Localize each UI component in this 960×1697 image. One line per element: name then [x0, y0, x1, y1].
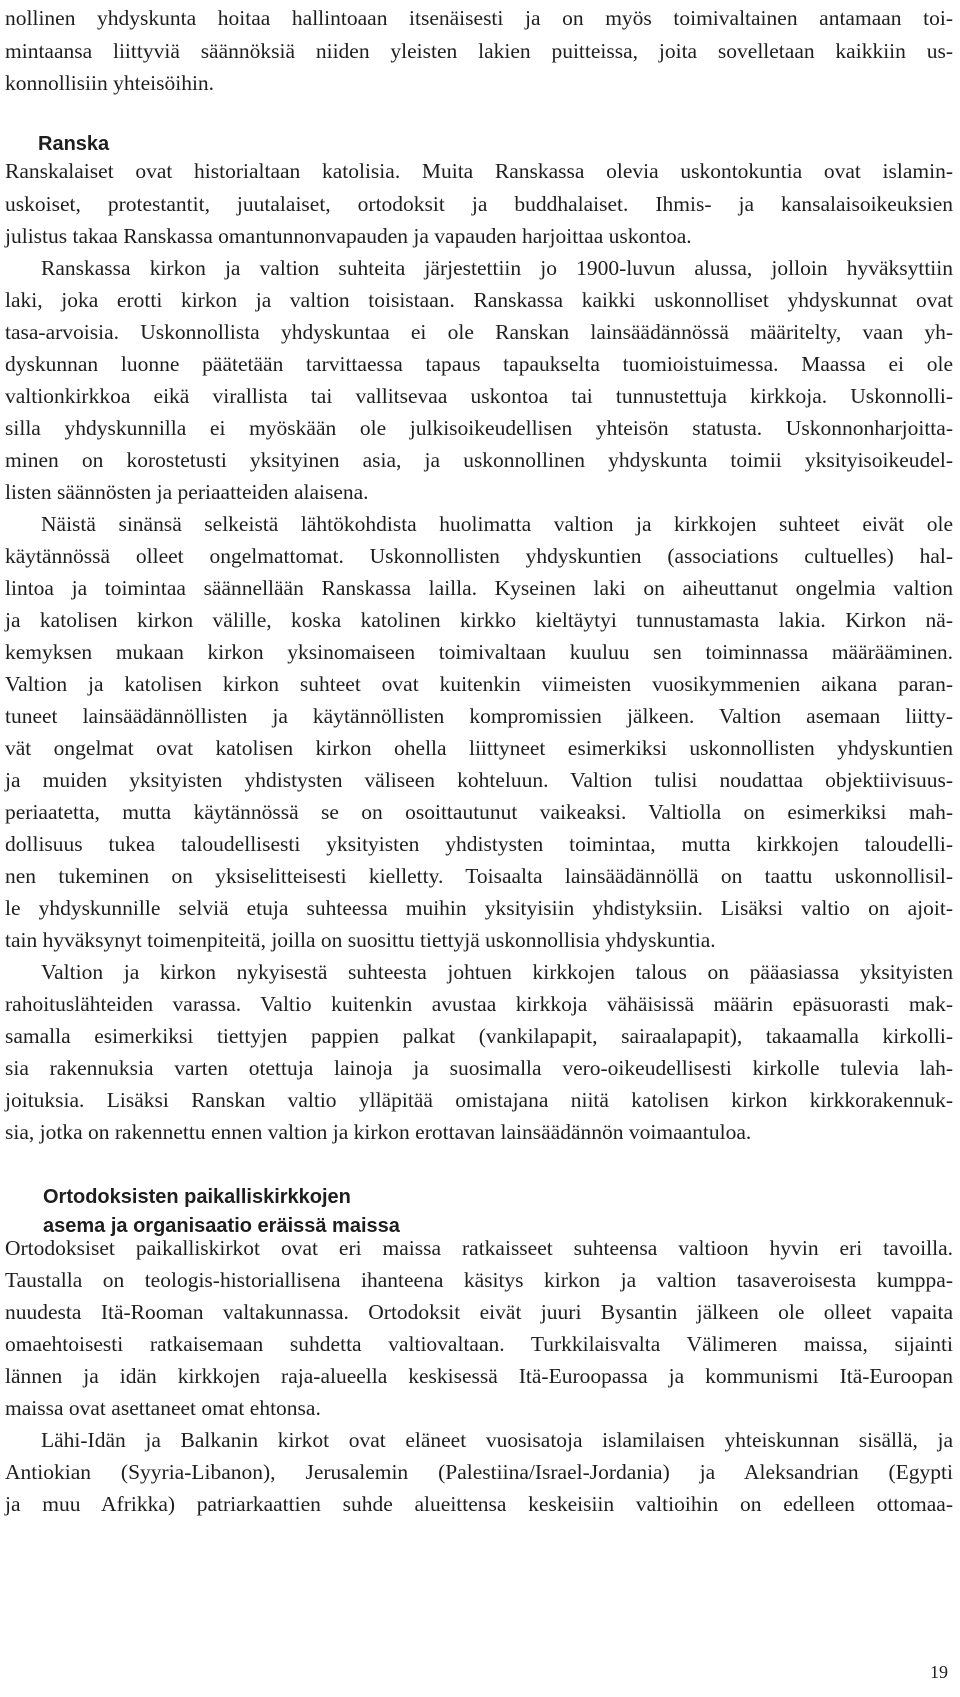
section-heading-orthodox-line1: Ortodoksisten paikalliskirkkojen [43, 1186, 351, 1208]
text-line: ja katolisen kirkon välille, koska katolinen kirkko kieltäytyi tunnustamasta lakia. Kirkon nä- [5, 608, 953, 632]
text-line: omaehtoisesti ratkaisemaan suhdetta valtiovaltaan. Turkkilaisvalta Välimeren maissa, sijainti [5, 1332, 953, 1356]
text-line: laki, joka erotti kirkon ja valtion toisistaan. Ranskassa kaikki uskonnolliset yhdyskunnat ovat [5, 288, 953, 312]
text-line: uskoiset, protestantit, juutalaiset, ortodoksit ja buddhalaiset. Ihmis- ja kansalaisoikeuksien [5, 192, 953, 216]
text-line: rahoituslähteiden varassa. Valtio kuitenkin avustaa kirkkoja vähäisissä määrin epäsuorasti mak- [5, 992, 953, 1016]
text-line: lintoa ja toimintaa säännellään Ranskassa lailla. Kyseinen laki on aiheuttanut ongelmia valtion [5, 576, 953, 600]
text-line: ja muu Afrikka) patriarkaattien suhde alueittensa keskeisiin valtioihin on edelleen ottomaa- [5, 1492, 953, 1516]
text-line: konnollisiin yhteisöihin. [5, 71, 215, 95]
section-heading-ranska: Ranska [38, 133, 110, 155]
text-line: Valtion ja kirkon nykyisestä suhteesta johtuen kirkkojen talous on pääasiassa yksityisten [41, 960, 953, 984]
text-line: nuudesta Itä-Rooman valtakunnassa. Ortodoksit eivät juuri Bysantin jälkeen ole olleet vapaita [5, 1300, 953, 1324]
text-line: sia rakennuksia varten otettuja lainoja ja suosimalla vero-oikeudellisesti kirkolle tulevia lah- [5, 1056, 953, 1080]
text-line: julistus takaa Ranskassa omantunnonvapauden ja vapauden harjoittaa uskontoa. [5, 224, 692, 248]
text-line: Ranskassa kirkon ja valtion suhteita järjestettiin jo 1900-luvun alussa, jolloin hyväksyttiin [41, 256, 953, 280]
text-line: minen on korostetusti yksityinen asia, ja uskonnollinen yhdyskunta toimii yksityisoikeudel- [5, 448, 953, 472]
text-line: nen tukeminen on yksiselitteisesti kielletty. Toisaalta lainsäädännöllä on taattu uskonnollisil- [5, 864, 953, 888]
page-number: 19 [930, 1662, 948, 1682]
text-line: nollinen yhdyskunta hoitaa hallintoaan itsenäisesti ja on myös toimivaltainen antamaan toi- [5, 6, 953, 30]
text-line: Antiokian (Syyria-Libanon), Jerusalemin (Palestiina/Israel-Jordania) ja Aleksandrian (Egypti [5, 1460, 953, 1484]
text-line: tasa-arvoisia. Uskonnollista yhdyskuntaa ei ole Ranskan lainsäädännössä määritelty, vaan yh- [5, 320, 953, 344]
text-line: sia, jotka on rakennettu ennen valtion ja kirkon erottavan lainsäädännön voimaantuloa. [5, 1120, 752, 1144]
text-line: vät ongelmat ovat katolisen kirkon ohella liittyneet esimerkiksi uskonnollisten yhdyskuntien [5, 736, 953, 760]
text-line: tain hyväksynyt toimenpiteitä, joilla on suosittu tiettyjä uskonnollisia yhdyskuntia. [5, 928, 716, 952]
text-line: Näistä sinänsä selkeistä lähtökohdista huolimatta valtion ja kirkkojen suhteet eivät ole [41, 512, 953, 536]
text-line: silla yhdyskunnilla ei myöskään ole julkisoikeudellisen yhteisön statusta. Uskonnonharjoitta- [5, 416, 953, 440]
text-line: lännen ja idän kirkkojen raja-alueella keskisessä Itä-Euroopassa ja kommunismi Itä-Euroopan [5, 1364, 953, 1388]
text-line: kemyksen mukaan kirkon yksinomaiseen toimivaltaan kuuluu sen toiminnassa määrääminen. [5, 640, 953, 664]
text-line: periaatetta, mutta käytännössä se on osoittautunut vaikeaksi. Valtiolla on esimerkiksi mah- [5, 800, 953, 824]
text-line: samalla esimerkiksi tiettyjen pappien palkat (vankilapapit, sairaalapapit), takaamalla kirkolli- [5, 1024, 953, 1048]
text-line: dollisuus tukea taloudellisesti yksityisten yhdistysten toimintaa, mutta kirkkojen taloudelli- [5, 832, 953, 856]
text-line: le yhdyskunnille selviä etuja suhteessa muihin yksityisiin yhdistyksiin. Lisäksi valtio on ajoit- [5, 896, 953, 920]
text-line: dyskunnan luonne päätetään tarvittaessa tapaus tapaukselta tuomioistuimessa. Maassa ei ole [5, 352, 953, 376]
text-line: Lähi-Idän ja Balkanin kirkot ovat eläneet vuosisatoja islamilaisen yhteiskunnan sisällä, ja [41, 1428, 953, 1452]
text-line: käytännössä olleet ongelmattomat. Uskonnollisten yhdyskuntien (associations cultuelles) hal- [5, 544, 953, 568]
text-line: maissa ovat asettaneet omat ehtonsa. [5, 1396, 321, 1420]
section-heading-orthodox-line2: asema ja organisaatio eräissä maissa [43, 1215, 400, 1237]
text-line: tuneet lainsäädännöllisten ja käytännöllisten kompromissien jälkeen. Valtion asemaan liitty- [5, 704, 953, 728]
text-line: mintaansa liittyviä säännöksiä niiden yleisten lakien puitteissa, joita sovelletaan kaikkiin us- [5, 39, 953, 63]
text-line: joituksia. Lisäksi Ranskan valtio ylläpitää omistajana niitä katolisen kirkon kirkkorakennuk- [5, 1088, 953, 1112]
text-line: ja muiden yksityisten yhdistysten väliseen kohteluun. Valtion tulisi noudattaa objektiivisuus- [5, 768, 953, 792]
text-line: listen säännösten ja periaatteiden alaisena. [5, 480, 369, 504]
text-line: Taustalla on teologis-historiallisena ihanteena käsitys kirkon ja valtion tasaveroisesta kumppa- [5, 1268, 953, 1292]
text-line: Ranskalaiset ovat historialtaan katolisia. Muita Ranskassa olevia uskontokuntia ovat islamin- [5, 159, 953, 183]
text-line: Ortodoksiset paikalliskirkot ovat eri maissa ratkaisseet suhteensa valtioon hyvin eri tavoilla. [5, 1236, 953, 1260]
text-line: valtionkirkkoa eikä virallista tai vallitsevaa uskontoa tai tunnustettuja kirkkoja. Uskonnolli- [5, 384, 953, 408]
text-line: Valtion ja katolisen kirkon suhteet ovat kuitenkin viimeisten vuosikymmenien aikana paran- [5, 672, 953, 696]
